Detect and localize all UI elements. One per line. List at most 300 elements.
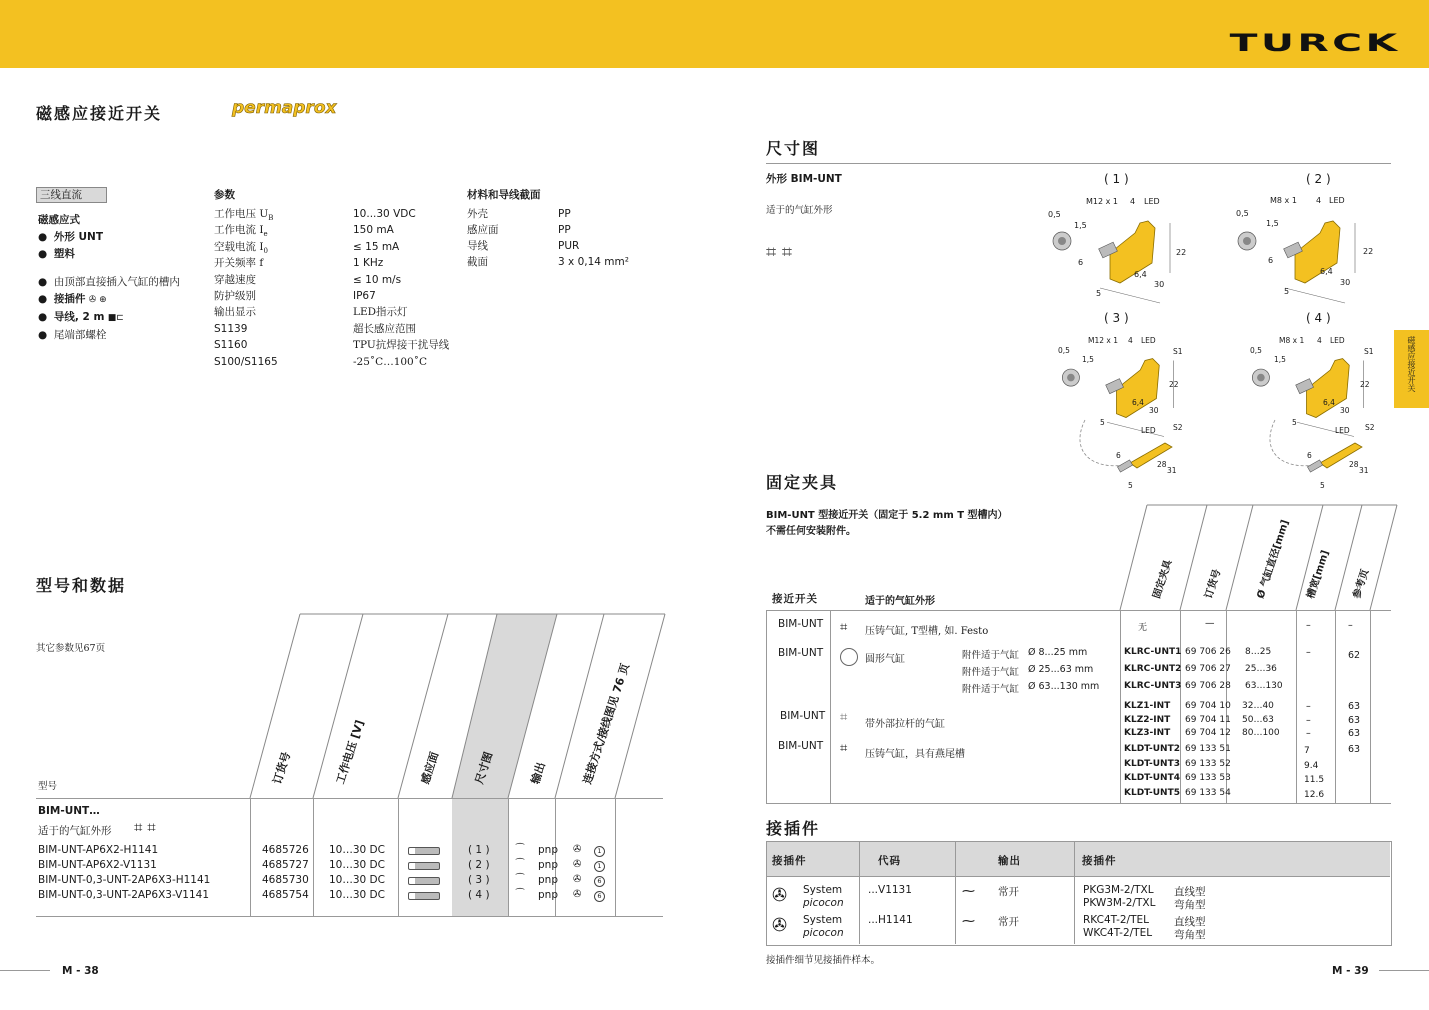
row-output: pnp <box>538 844 558 856</box>
footer-rule <box>0 970 50 971</box>
connector-thread <box>1117 460 1132 472</box>
fix-fixture: KLRC-UNT2 <box>1124 664 1182 674</box>
dimension-rule <box>766 163 1391 164</box>
fix-order: 69 704 10 <box>1185 701 1231 711</box>
switch-icon: ⁓ <box>962 914 975 929</box>
table-row <box>0 859 700 874</box>
table-bottom-rule <box>36 916 663 917</box>
fix-order: 69 706 26 <box>1185 647 1231 657</box>
param-value: TPU抗焊接干扰导线 <box>353 339 450 352</box>
connector-thread <box>1307 460 1322 472</box>
param-row <box>214 304 454 320</box>
col-sensor: 接近开关 <box>772 593 818 605</box>
fix-dia: 50…63 <box>1242 714 1274 725</box>
param-label: S1139 <box>214 322 248 335</box>
fix-for: 附件适于气缸 <box>962 650 1020 661</box>
param-value: 10...30 VDC <box>353 208 416 220</box>
fix-slot: 9.4 <box>1304 760 1319 771</box>
dim-m8: M8 x 1 <box>1279 336 1305 345</box>
dim-05: 0,5 <box>1250 346 1262 355</box>
dim-led: LED <box>1144 197 1160 206</box>
fix-for: 附件适于气缸 <box>962 667 1020 678</box>
dim-31: 31 <box>1167 466 1177 475</box>
row-voltage: 10…30 DC <box>329 889 385 901</box>
param-value: ≤ 15 mA <box>353 240 400 253</box>
param-sub: B <box>268 214 274 223</box>
param-value: 1 KHz <box>353 257 384 270</box>
fix-dia: 32…40 <box>1242 701 1274 711</box>
dim-22: 22 <box>1176 248 1187 257</box>
col-sensing-face: 感应面 <box>418 750 442 786</box>
fix-fixture: KLRC-UNT1 <box>1124 647 1182 657</box>
type-box: 三线直流 <box>36 187 107 203</box>
header-band <box>0 0 1429 68</box>
material-label: 外壳 <box>467 208 488 220</box>
row-order-no: 4685727 <box>262 859 309 871</box>
fix-page: 63 <box>1348 701 1361 712</box>
fix-fixture: 无 <box>1138 623 1148 633</box>
row-wiring: 1 <box>594 846 605 857</box>
drawing-4-label: ( 4 ) <box>1306 311 1331 325</box>
conn-system: System <box>803 914 843 926</box>
feature-item: ● 外形 UNT <box>38 231 103 243</box>
col-divider <box>1370 611 1371 803</box>
param-label: 空载电流 $I_0$ <box>214 240 268 255</box>
col-divider <box>1074 842 1075 944</box>
fix-fixture: KLZ2-INT <box>1124 714 1171 725</box>
fix-slot: 12.6 <box>1304 789 1325 800</box>
param-row <box>214 206 454 222</box>
conn-part-type: 直线型 <box>1174 886 1206 898</box>
col-divider <box>1335 611 1336 803</box>
col-shape: 适于的气缸外形 <box>865 596 935 607</box>
conn-col-connector2: 接插件 <box>1082 855 1117 867</box>
fixture-top-rule <box>766 610 1391 611</box>
fix-page: 62 <box>1348 650 1361 661</box>
conn-col-code: 代码 <box>878 855 901 867</box>
dim-line <box>1100 288 1160 303</box>
conn-part-type: 直线型 <box>1174 916 1206 928</box>
materials-heading: 材料和导线截面 <box>467 189 541 201</box>
feature-item: ● 尾端部螺栓 <box>38 329 107 341</box>
dim-s2: S2 <box>1365 423 1375 432</box>
dim-m12: M12 x 1 <box>1086 197 1118 206</box>
dim-15: 1,5 <box>1074 221 1087 230</box>
param-label: 穿越速度 <box>214 273 256 286</box>
fix-fixture: KLDT-UNT5 <box>1124 787 1180 798</box>
dim-4: 4 <box>1317 336 1322 345</box>
fix-slot: – <box>1306 701 1311 712</box>
suitable-shape: 适于的气缸外形 <box>766 205 833 216</box>
col-divider <box>830 611 831 803</box>
fix-fixture: KLRC-UNT3 <box>1124 681 1182 691</box>
dim-6: 6 <box>1078 258 1084 267</box>
fix-shape: 压铸气缸，具有燕尾槽 <box>865 749 965 760</box>
col-fixture: 固定夹具 <box>1151 558 1175 600</box>
sensing-face-icon <box>408 892 440 900</box>
conn-part-type: 弯角型 <box>1174 929 1206 941</box>
dim-4: 4 <box>1130 197 1136 206</box>
fix-dia: 63…130 <box>1245 681 1283 691</box>
conn-output: 常开 <box>998 886 1019 898</box>
screw-center <box>1058 237 1066 245</box>
dim-5: 5 <box>1320 481 1325 490</box>
conn-part-type: 弯角型 <box>1174 899 1206 911</box>
fix-order: 69 133 51 <box>1185 744 1231 754</box>
dim-s2: S2 <box>1173 423 1183 432</box>
conn-part: WKC4T-2/TEL <box>1083 927 1153 939</box>
sensor-body <box>1295 221 1340 283</box>
dim-5: 5 <box>1292 418 1297 427</box>
dim-led: LED <box>1141 336 1156 345</box>
row-order-no: 4685730 <box>262 874 309 886</box>
fix-slot: 7 <box>1304 746 1310 756</box>
dim-05: 0,5 <box>1236 209 1249 218</box>
fix-range: Ø 63...130 mm <box>1028 681 1100 692</box>
page-number-right: M - 39 <box>1332 965 1369 977</box>
fix-shape: 压铸气缸, T型槽, 如. Festo <box>865 626 989 637</box>
dim-05: 0,5 <box>1048 210 1061 219</box>
dim-s1: S1 <box>1173 347 1183 356</box>
col-voltage: 工作电压 [V] <box>333 718 367 786</box>
cylinder-profile-icon: ⌗ ⌗ <box>134 818 156 836</box>
fix-page: 63 <box>1348 744 1361 755</box>
dim-line <box>1285 288 1345 303</box>
connector-note: 接插件细节见接插件样本。 <box>766 955 881 966</box>
fix-sensor: BIM-UNT <box>778 740 824 752</box>
row-output: pnp <box>538 874 558 886</box>
col-divider <box>1180 611 1181 803</box>
param-value: -25˚C…100˚C <box>353 355 428 368</box>
material-label: 感应面 <box>467 224 499 236</box>
material-value: PP <box>558 208 571 220</box>
connector-pin-icon: ✇ <box>772 885 788 906</box>
row-voltage: 10…30 DC <box>329 844 385 856</box>
material-row <box>467 206 647 222</box>
row-dimension: ( 4 ) <box>468 889 490 901</box>
param-value: ≤ 10 m/s <box>353 273 402 286</box>
connector-pin-icon: ✇ <box>772 915 788 936</box>
dim-22: 22 <box>1169 380 1179 389</box>
col-wiring: 连接方式/接线图见 76 页 <box>580 661 632 786</box>
fix-order: 69 133 53 <box>1185 773 1231 783</box>
dim-05: 0,5 <box>1058 346 1070 355</box>
drawing-1-label: ( 1 ) <box>1104 172 1129 186</box>
cylinder-profile-icon: ⌗ ⌗ <box>766 242 792 263</box>
dim-22: 22 <box>1363 247 1374 256</box>
dim-22: 22 <box>1360 380 1370 389</box>
param-row <box>214 337 454 353</box>
row-dimension: ( 1 ) <box>468 844 490 856</box>
material-row <box>467 222 647 238</box>
fix-range: Ø 25...63 mm <box>1028 664 1094 675</box>
conn-code: ...H1141 <box>868 914 913 926</box>
dim-5: 5 <box>1284 287 1290 296</box>
dim-64: 6,4 <box>1134 270 1147 279</box>
param-value: LED指示灯 <box>353 306 408 319</box>
col-divider <box>955 842 956 944</box>
fix-fixture: KLDT-UNT4 <box>1124 773 1180 783</box>
dim-4: 4 <box>1128 336 1133 345</box>
footer-rule <box>1379 970 1429 971</box>
row-wiring: 6 <box>594 876 605 887</box>
param-row <box>214 222 454 238</box>
fix-sensor: BIM-UNT <box>778 618 824 630</box>
connector-icon: ✇ <box>573 844 582 855</box>
switch-icon: ⁀ <box>516 859 525 870</box>
fix-slot: – <box>1306 728 1311 739</box>
connector-icon: ✇ <box>573 889 582 900</box>
row-wiring: 1 <box>594 861 605 872</box>
row-order-no: 4685754 <box>262 889 309 901</box>
fix-page: – <box>1348 620 1353 631</box>
material-value: PP <box>558 224 571 236</box>
dim-5: 5 <box>1096 289 1102 298</box>
dim-s1: S1 <box>1364 347 1374 356</box>
feature-item: ● 接插件 ✇ ⊕ <box>38 293 107 305</box>
fixture-desc: BIM-UNT 型接近开关（固定于 5.2 mm T 型槽内） <box>766 510 1008 521</box>
row-voltage: 10…30 DC <box>329 874 385 886</box>
fix-sensor: BIM-UNT <box>778 647 824 659</box>
row-voltage: 10…30 DC <box>329 859 385 871</box>
dim-5: 5 <box>1128 481 1133 490</box>
group-sub: 适于的气缸外形 <box>38 825 112 837</box>
dim-31: 31 <box>1359 466 1369 475</box>
param-label: S100/S1165 <box>214 355 278 368</box>
conn-picocon: picocon <box>803 897 844 909</box>
fix-dia: 25…36 <box>1245 664 1277 674</box>
col-slot-width: 槽宽[mm] <box>1305 549 1332 600</box>
dim-30: 30 <box>1340 406 1350 415</box>
col-order-no: 订货号 <box>270 750 294 786</box>
fix-range: Ø 8...25 mm <box>1028 647 1088 658</box>
fix-sensor: BIM-UNT <box>780 710 826 722</box>
row-dimension: ( 3 ) <box>468 874 490 886</box>
row-type: BIM-UNT-0,3-UNT-2AP6X3-H1141 <box>38 874 211 886</box>
fix-shape: 带外部拉杆的气缸 <box>865 719 945 730</box>
fix-for: 附件适于气缸 <box>962 684 1020 695</box>
dim-30: 30 <box>1340 278 1351 287</box>
conn-output: 常开 <box>998 916 1019 928</box>
fix-order: 69 704 12 <box>1185 728 1231 738</box>
table-row <box>0 874 700 889</box>
table-row <box>0 844 700 859</box>
fix-dia: 8…25 <box>1245 647 1272 657</box>
dim-30: 30 <box>1149 406 1159 415</box>
dim-led: LED <box>1335 426 1350 435</box>
dim-28: 28 <box>1349 460 1359 469</box>
fix-fixture: KLDT-UNT2 <box>1124 744 1180 754</box>
sensing-face-icon <box>408 862 440 870</box>
screw-center <box>1067 374 1075 382</box>
connector-title: 接插件 <box>766 819 821 838</box>
col-output: 输出 <box>528 760 548 786</box>
fixture-note: 不需任何安装附件。 <box>766 526 856 537</box>
conn-part: PKG3M-2/TXL <box>1083 884 1154 896</box>
material-value: PUR <box>558 240 580 252</box>
sensor-body <box>1110 221 1155 283</box>
row-dimension: ( 2 ) <box>468 859 490 871</box>
dim-m8: M8 x 1 <box>1270 196 1297 205</box>
table-top-rule <box>36 798 663 799</box>
row-output: pnp <box>538 859 558 871</box>
param-row <box>214 288 454 304</box>
connector-icon: ✇ <box>573 874 582 885</box>
dim-64: 6,4 <box>1132 398 1144 407</box>
param-sub: e <box>263 230 268 239</box>
fixture-bottom-rule <box>766 803 1391 804</box>
shape-icon: ⌗ <box>840 710 848 725</box>
screw-center <box>1257 374 1265 382</box>
col-divider <box>1120 611 1121 803</box>
dim-6: 6 <box>1116 451 1121 460</box>
fix-page: 63 <box>1348 728 1361 739</box>
dim-led: LED <box>1141 426 1156 435</box>
turck-logo: TURCK <box>1230 29 1401 57</box>
col-divider <box>1296 611 1297 803</box>
material-label: 截面 <box>467 256 488 268</box>
group-name: BIM-UNT… <box>38 805 100 817</box>
dim-6: 6 <box>1307 451 1312 460</box>
dim-64: 6,4 <box>1323 398 1335 407</box>
param-row <box>214 272 454 288</box>
dim-30: 30 <box>1154 280 1165 289</box>
dim-led: LED <box>1329 196 1345 205</box>
fixture-title: 固定夹具 <box>766 473 839 492</box>
conn-system: System <box>803 884 843 896</box>
param-value: IP67 <box>353 289 376 302</box>
fix-dia: 80…100 <box>1242 728 1280 738</box>
fix-fixture: KLZ3-INT <box>1124 728 1171 738</box>
feature-item: ● 塑料 <box>38 248 75 260</box>
page-title: 磁感应接近开关 <box>36 104 163 123</box>
conn-part: RKC4T-2/TEL <box>1083 914 1149 926</box>
param-label: 开关频率 f <box>214 257 264 270</box>
dim-15: 1,5 <box>1266 219 1279 228</box>
connector-header <box>767 842 1390 877</box>
connector-icon: ✇ <box>573 859 582 870</box>
params-table <box>214 206 454 370</box>
fix-slot: 11.5 <box>1304 775 1325 785</box>
dim-4: 4 <box>1316 196 1322 205</box>
drawing-3-label: ( 3 ) <box>1104 311 1129 325</box>
material-row <box>467 254 647 270</box>
dim-6: 6 <box>1268 256 1274 265</box>
types-title: 型号和数据 <box>36 576 127 595</box>
drawing-2-label: ( 2 ) <box>1306 172 1331 186</box>
fix-order: 69 706 28 <box>1185 681 1231 691</box>
switch-icon: ⁀ <box>516 889 525 900</box>
row-order-no: 4685726 <box>262 844 309 856</box>
shape-icon: ⌗ <box>840 620 848 635</box>
dim-5: 5 <box>1100 418 1105 427</box>
round-cylinder-icon <box>840 648 858 666</box>
shape-label: 外形 BIM-UNT <box>766 173 842 185</box>
fix-order: 69 704 11 <box>1185 714 1231 725</box>
col-ref-page: 参考页 <box>1351 568 1372 600</box>
materials-table <box>467 206 647 270</box>
other-params-note: 其它参数见67页 <box>36 643 106 654</box>
param-sub: 0 <box>263 246 268 255</box>
fix-order: 69 706 27 <box>1185 664 1231 674</box>
shape-icon: ⌗ <box>840 741 848 756</box>
screw-center <box>1243 237 1251 245</box>
sensing-face-icon <box>408 847 440 855</box>
param-row <box>214 354 454 370</box>
param-label: S1160 <box>214 339 248 352</box>
param-value: 超长感应范围 <box>353 322 416 335</box>
type-label: 型号 <box>38 781 58 792</box>
fix-order: 69 133 54 <box>1185 787 1231 798</box>
material-value: 3 x 0,14 mm² <box>558 256 629 268</box>
fix-order: 69 133 52 <box>1185 758 1231 769</box>
param-label: 防护级别 <box>214 289 256 302</box>
dim-15: 1,5 <box>1082 355 1094 364</box>
table-row <box>0 889 700 904</box>
dim-64: 6,4 <box>1320 267 1333 276</box>
sensing-face-icon <box>408 877 440 885</box>
fix-fixture: KLZ1-INT <box>1124 701 1171 711</box>
fix-slot: – <box>1306 620 1311 631</box>
col-dimension: 尺寸图 <box>472 750 496 786</box>
feature-list <box>38 212 180 344</box>
col-order-no: 订货号 <box>1203 568 1224 600</box>
param-label: 输出显示 <box>214 306 256 319</box>
conn-picocon: picocon <box>803 927 844 939</box>
conn-col-output: 输出 <box>998 855 1021 867</box>
feature-item: ● 导线, 2 m ■⊏ <box>38 311 124 323</box>
fix-slot: – <box>1306 647 1311 658</box>
dimension-title: 尺寸图 <box>766 139 821 158</box>
row-output: pnp <box>538 889 558 901</box>
conn-col-connector: 接插件 <box>772 855 807 867</box>
conn-part: PKW3M-2/TXL <box>1083 897 1156 909</box>
feature-heading: 磁感应式 <box>38 214 80 226</box>
param-value: 150 mA <box>353 224 394 237</box>
switch-icon: ⁀ <box>516 874 525 885</box>
col-divider <box>859 842 860 944</box>
param-label: 工作电压 $U_B$ <box>214 208 274 223</box>
params-heading: 参数 <box>214 189 235 201</box>
col-cyl-diameter: Ø 气缸直径[mm] <box>1255 518 1292 600</box>
feature-item: ● 由顶部直接插入气缸的槽内 <box>38 276 180 288</box>
material-row <box>467 238 647 254</box>
switch-icon: ⁀ <box>516 844 525 855</box>
row-type: BIM-UNT-AP6X2-V1131 <box>38 859 157 871</box>
dim-28: 28 <box>1157 460 1167 469</box>
row-wiring: 6 <box>594 891 605 902</box>
dim-15: 1,5 <box>1274 355 1286 364</box>
fixture-left-border <box>766 611 767 803</box>
dim-led: LED <box>1330 336 1345 345</box>
page-number-left: M - 38 <box>62 965 99 977</box>
param-row <box>214 239 454 255</box>
fix-fixture: KLDT-UNT3 <box>1124 758 1180 769</box>
conn-code: ...V1131 <box>868 884 912 896</box>
row-type: BIM-UNT-AP6X2-H1141 <box>38 844 159 856</box>
dim-m12: M12 x 1 <box>1088 336 1118 345</box>
side-tab[interactable]: 磁感应接近开关 <box>1394 330 1429 408</box>
param-row <box>214 255 454 271</box>
row-type: BIM-UNT-0,3-UNT-2AP6X3-V1141 <box>38 889 210 901</box>
param-label: 工作电流 $I_e$ <box>214 224 268 239</box>
permaprox-logo: permaprox <box>232 98 337 118</box>
fix-order: — <box>1205 618 1215 629</box>
param-row <box>214 321 454 337</box>
switch-icon: ⁓ <box>962 884 975 899</box>
fix-page: 63 <box>1348 714 1361 726</box>
fix-shape: 圆形气缸 <box>865 654 905 665</box>
